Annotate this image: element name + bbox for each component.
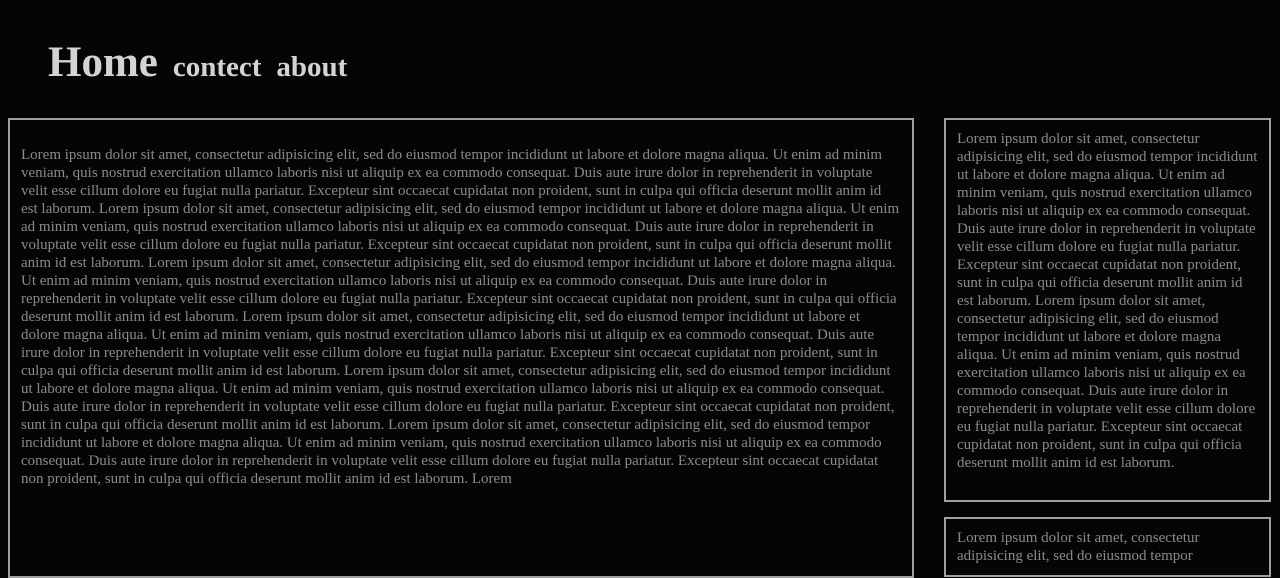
sidebar-box-2 xyxy=(944,517,1271,577)
nav-link-contact[interactable]: contect xyxy=(172,51,262,83)
sidebar-paragraph-1: Lorem ipsum dolor sit amet, consectetur adipisicing elit, sed do eiusmod tempor incididunt ut labore et dolore magna aliqua. Ut enim ad minim veniam, quis nostrud exercitation ullamco laboris nisi ut aliquip ex ea commodo consequat. Duis aute irure dolor in reprehenderit in voluptate velit esse cillum dolore eu fugiat nulla pariatur. Excepteur sint occaecat cupidatat non proident, sunt in culpa qui officia deserunt mollit anim id est laborum. Lorem ipsum dolor sit amet, consectetur adipisicing elit, sed do eiusmod tempor incididunt ut labore et dolore magna aliqua. Ut enim ad minim veniam, quis nostrud exercitation ullamco laboris nisi ut aliquip ex ea commodo consequat. Duis aute irure dolor in reprehenderit in voluptate velit esse cillum dolore eu fugiat nulla pariatur. Excepteur sint occaecat cupidatat non proident, sunt in culpa qui officia deserunt mollit anim id est laborum. xyxy=(957,131,1258,471)
main-content-box xyxy=(8,118,914,578)
main-paragraph: Lorem ipsum dolor sit amet, consectetur adipisicing elit, sed do eiusmod tempor incididunt ut labore et dolore magna aliqua. Ut enim ad minim veniam, quis nostrud exercitation ullamco laboris nisi ut aliquip ex ea commodo consequat. Duis aute irure dolor in reprehenderit in voluptate velit esse cillum dolore eu fugiat nulla pariatur. Excepteur sint occaecat cupidatat non proident, sunt in culpa qui officia deserunt mollit anim id est laborum. Lorem ipsum dolor sit amet, consectetur adipisicing elit, sed do eiusmod tempor incididunt ut labore et dolore magna aliqua. Ut enim ad minim veniam, quis nostrud exercitation ullamco laboris nisi ut aliquip ex ea commodo consequat. Duis aute irure dolor in reprehenderit in voluptate velit esse cillum dolore eu fugiat nulla pariatur. Excepteur sint occaecat cupidatat non proident, sunt in culpa qui officia deserunt mollit anim id est laborum. Lorem ipsum dolor sit amet, consectetur adipisicing elit, sed do eiusmod tempor incididunt ut labore et dolore magna aliqua. Ut enim ad minim veniam, quis nostrud exercitation ullamco laboris nisi ut aliquip ex ea commodo consequat. Duis aute irure dolor in reprehenderit in voluptate velit esse cillum dolore eu fugiat nulla pariatur. Excepteur sint occaecat cupidatat non proident, sunt in culpa qui officia deserunt mollit anim id est laborum. Lorem ipsum dolor sit amet, consectetur adipisicing elit, sed do eiusmod tempor incididunt ut labore et dolore magna aliqua. Ut enim ad minim veniam, quis nostrud exercitation ullamco laboris nisi ut aliquip ex ea commodo consequat. Duis aute irure dolor in reprehenderit in voluptate velit esse cillum dolore eu fugiat nulla pariatur. Excepteur sint occaecat cupidatat non proident, sunt in culpa qui officia deserunt mollit anim id est laborum. Lorem ipsum dolor sit amet, consectetur adipisicing elit, sed do eiusmod tempor incididunt ut labore et dolore magna aliqua. Ut enim ad minim veniam, quis nostrud exercitation ullamco laboris nisi ut aliquip ex ea commodo consequat. Duis aute irure dolor in reprehenderit in voluptate velit esse cillum dolore eu fugiat nulla pariatur. Excepteur sint occaecat cupidatat non proident, sunt in culpa qui officia deserunt mollit anim id est laborum. Lorem ipsum dolor sit amet, consectetur adipisicing elit, sed do eiusmod tempor incididunt ut labore et dolore magna aliqua. Ut enim ad minim veniam, quis nostrud exercitation ullamco laboris nisi ut aliquip ex ea commodo consequat. Duis aute irure dolor in reprehenderit in voluptate velit esse cillum dolore eu fugiat nulla pariatur. Excepteur sint occaecat cupidatat non proident, sunt in culpa qui officia deserunt mollit anim id est laborum. Lorem xyxy=(21,147,900,487)
nav-link-about[interactable]: about xyxy=(276,51,348,83)
top-nav xyxy=(48,38,362,88)
nav-link-home[interactable]: Home xyxy=(48,39,158,86)
sidebar-box-1 xyxy=(944,118,1271,502)
sidebar-paragraph-2: Lorem ipsum dolor sit amet, consectetur adipisicing elit, sed do eiusmod tempor xyxy=(957,530,1200,564)
